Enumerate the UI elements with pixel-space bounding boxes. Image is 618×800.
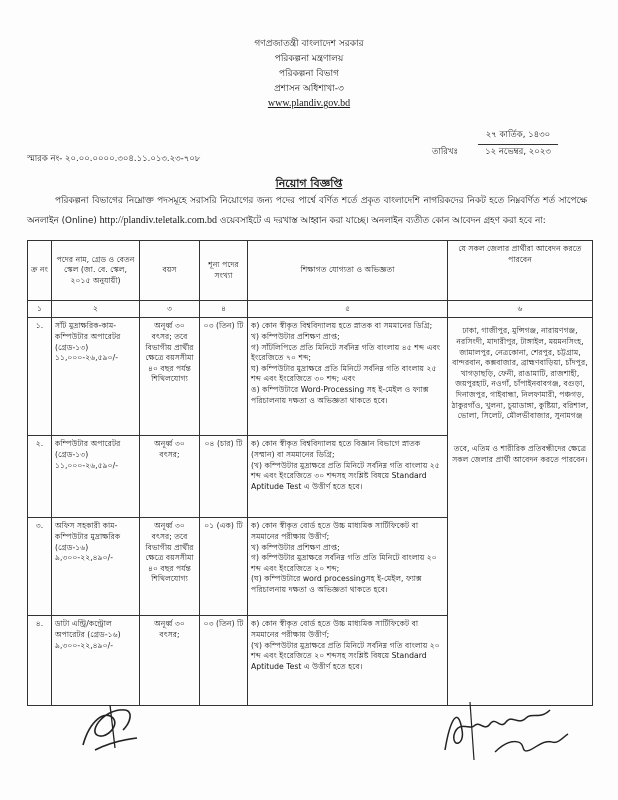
col-number: ১ [28,301,52,318]
apply-website-link[interactable]: http://plandiv.teletalk.com.bd [99,215,218,226]
col-number: ৬ [448,301,593,318]
notice-title: নিয়োগ বিজ্ঞপ্তি [275,177,343,190]
header-age: বয়স [140,241,200,301]
row-serial: ৪. [28,616,52,706]
header-qualification: শিক্ষাগত যোগ্যতা ও অভিজ্ঞতা [248,241,448,301]
col-number: ৫ [248,301,448,318]
row-age: অনূর্ধ্ব ৩০ বৎসর; তবে বিভাগীয় প্রার্থীর ক্ষেত্রে বয়সসীমা ৪০ বছর পর্যন্ত শিথিলযোগ্য [140,318,200,436]
row-post: ডাটা এন্ট্রি/কন্ট্রোল অপারেটর (গ্রেড-১৬) ৯,৩০০-২২,৪৯০/- [52,616,140,706]
row-qualification: ক) কোন স্বীকৃত বোর্ড হতে উচ্চ মাধ্যমিক সার্টিফিকেট বা সমমানের পরীক্ষায় উত্তীর্ণ; (খ) কম্পিউটার মুদ্রাক্ষরে প্রতি মিনিটে সর্বনিম্ন গতি বাংলায় ২০ শব্দ এবং ইংরেজিতে ২০ শব্দসহ সংশ্লিষ্ট বিষয়ে Standard Aptitude Test এ উত্তীর্ণ হতে হবে। [248,616,448,706]
row-age: অনূর্ধ্ব ৩০ বৎসর; তবে বিভাগীয় প্রার্থীর ক্ষেত্রে বয়সসীমা ৪০ বছর পর্যন্ত শিথিলযোগ্য [140,518,200,616]
row-vacancy: ০৩ (তিন) টি [200,318,248,436]
row-serial: ৩. [28,518,52,616]
ministry-name: পরিকল্পনা মন্ত্রণালয় [274,54,344,64]
row-serial: ১. [28,318,52,436]
row-age: অনূর্ধ্ব ৩০ বৎসর; [140,436,200,518]
row-post: সাঁট মুদ্রাক্ষরিক-কাম-কম্পিউটার অপারেটর (গ্রেড-১৩) ১১,০০০-২৬,৫৯০/- [52,318,140,436]
signature-right [440,690,575,765]
header-vacancy: শূন্য পদের সংখ্যা [200,241,248,301]
row-vacancy: ০৩ (তিন) টি [200,616,248,706]
col-number: ৪ [200,301,248,318]
header-post: পদের নাম, গ্রেড ও বেতন স্কেল (জা. বে. স্কেল, ২০১৫ অনুযায়ী) [52,241,140,301]
districts-list: ঢাকা, গাজীপুর, মুন্সিগঞ্জ, নারায়ণগঞ্জ, নরসিংদী, মাদারীপুর, টাঙ্গাইল, ময়মনসিংহ, জামালপুর, নেত্রকোনা, শেরপুর, চট্টগ্রাম, বান্দরবান, কক্সবাজার, ব্রাহ্মণবাড়িয়া, চাঁদপুর, খাগড়াছড়ি, ফেনী, রাঙামাটি, রাজশাহী, জয়পুরহাট, নওগাঁ, চাঁপাইনবাবগঞ্জ, বগুড়া, দিনাজপুর, গাইবান্ধা, নিলফামারী, পঞ্চগড়, ঠাকুরগাঁও, খুলনা, চুয়াডাঙ্গা, কুষ্টিয়া, বরিশাল, ভোলা, সিলেট, মৌলভীবাজার, সুনামগঞ্জ [451,326,589,421]
row-post: কম্পিউটার অপারেটর (গ্রেড-১৩) ১১,০০০-২৬,৫৯০/- [52,436,140,518]
row-post: অফিস সহকারী কাম-কম্পিউটার মুদ্রাক্ষরিক (গ্রেড-১৬) ৯,৩০০-২২,৪৯০/- [52,518,140,616]
row-qualification: ক) কোন স্বীকৃত বিশ্ববিদ্যালয় হতে বিজ্ঞান বিভাগে স্নাতক (সম্মান) বা সমমানের ডিগ্রি; (খ) কম্পিউটার মুদ্রাক্ষরে প্রতি মিনিটে সর্বনিম্ন গতি বাংলায় ২৫ শব্দ এবং ইংরেজিতে ৩০ শব্দসহ সংশ্লিষ্ট বিষয়ে Standard Aptitude Test এ উত্তীর্ণ হতে হবে। [248,436,448,518]
signature-left [75,700,145,755]
date-bangla: ২৭ কার্তিক, ১৪৩০ [478,128,558,145]
govt-name: গণপ্রজাতন্ত্রী বাংলাদেশ সরকার [254,39,364,49]
col-number: ২ [52,301,140,318]
header-serial: ক্র নং [28,241,52,301]
memo-number: স্মারক নং- ২০.০০.০০০০.৩০৪.১১.০১৩.২৩-৭০৮ [27,154,201,164]
division-name: পরিকল্পনা বিভাগ [279,69,339,79]
row-vacancy: ০৪ (চার) টি [200,436,248,518]
website-link[interactable]: www.plandiv.gov.bd [267,98,351,109]
col-number: ৩ [140,301,200,318]
districts-cell [448,318,593,706]
row-serial: ২. [28,436,52,518]
row-qualification: ক) কোন স্বীকৃত বোর্ড হতে উচ্চ মাধ্যমিক সার্টিফিকেট বা সমমানের পরীক্ষায় উত্তীর্ণ; খ) কম্পিউটার প্রশিক্ষণ প্রাপ্ত; গ) কম্পিউটার মুদ্রাক্ষরে সর্বনিম্ন গতি প্রতি মিনিটে বাংলায় ২০ শব্দ এবং ইংরেজিতে ২০ শব্দ; (ঘ) কম্পিউটারে word processingসহ ই-মেইল, ফ্যাক্স পরিচালনায় দক্ষতা ও অভিজ্ঞতা থাকতে হবে। [248,518,448,616]
districts-note: তবে, এতিম ও শারীরিক প্রতিবন্ধীদের ক্ষেত্রে সকল জেলার প্রার্থী আবেদন করতে পারবেন। [452,443,588,464]
date-gregorian: ১২ নভেম্বর, ২০২৩ [485,147,551,157]
intro-paragraph: পরিকল্পনা বিভাগের নিম্নোক্ত পদসমূহে সরাসরি নিয়োগের জন্য পদের পার্শ্বে বর্ণিত শর্তে প্রকৃত বাংলাদেশি নাগরিকদের নিকট হতে নিম্নবর্ণিত শর্ত সাপেক্ষে অনলাইন (Online) http://plandiv.teletalk.com.bd ওয়েবসাইটে এ দরখাস্ত আহ্বান করা যাচ্ছে। অনলাইন ব্যতীত কোন আবেদন গ্রহণ করা হবে না: [27,196,587,226]
vacancy-table [27,240,593,706]
row-age: অনূর্ধ্ব ৩০ বৎসর; [140,616,200,706]
branch-name: প্রশাসন অধিশাখা-৩ [274,84,344,94]
date-label: তারিখঃ [432,147,459,157]
row-vacancy: ০১ (এক) টি [200,518,248,616]
table-row [28,318,593,436]
row-qualification: ক) কোন স্বীকৃত বিশ্ববিদ্যালয় হতে স্নাতক বা সমমানের ডিগ্রি; খ) কম্পিউটার প্রশিক্ষণ প্রাপ্ত; গ) সাঁটলিপিতে প্রতি মিনিটে সর্বনিম্ন গতি বাংলায় ৪৫ শব্দ এবং ইংরেজিতে ৭০ শব্দ; ঘ) কম্পিউটার মুদ্রাক্ষরে প্রতি মিনিটে সর্বনিম্ন গতি বাংলায় ২৫ শব্দ এবং ইংরেজিতে ৩০ শব্দ; এবং ঙ) কম্পিউটারে Word-Processing সহ ই-মেইল ও ফ্যাক্স পরিচালনায় দক্ষতা ও অভিজ্ঞতা থাকতে হবে। [248,318,448,436]
header-districts: যে সকল জেলার প্রার্থীরা আবেদন করতে পারবেন [448,241,593,301]
